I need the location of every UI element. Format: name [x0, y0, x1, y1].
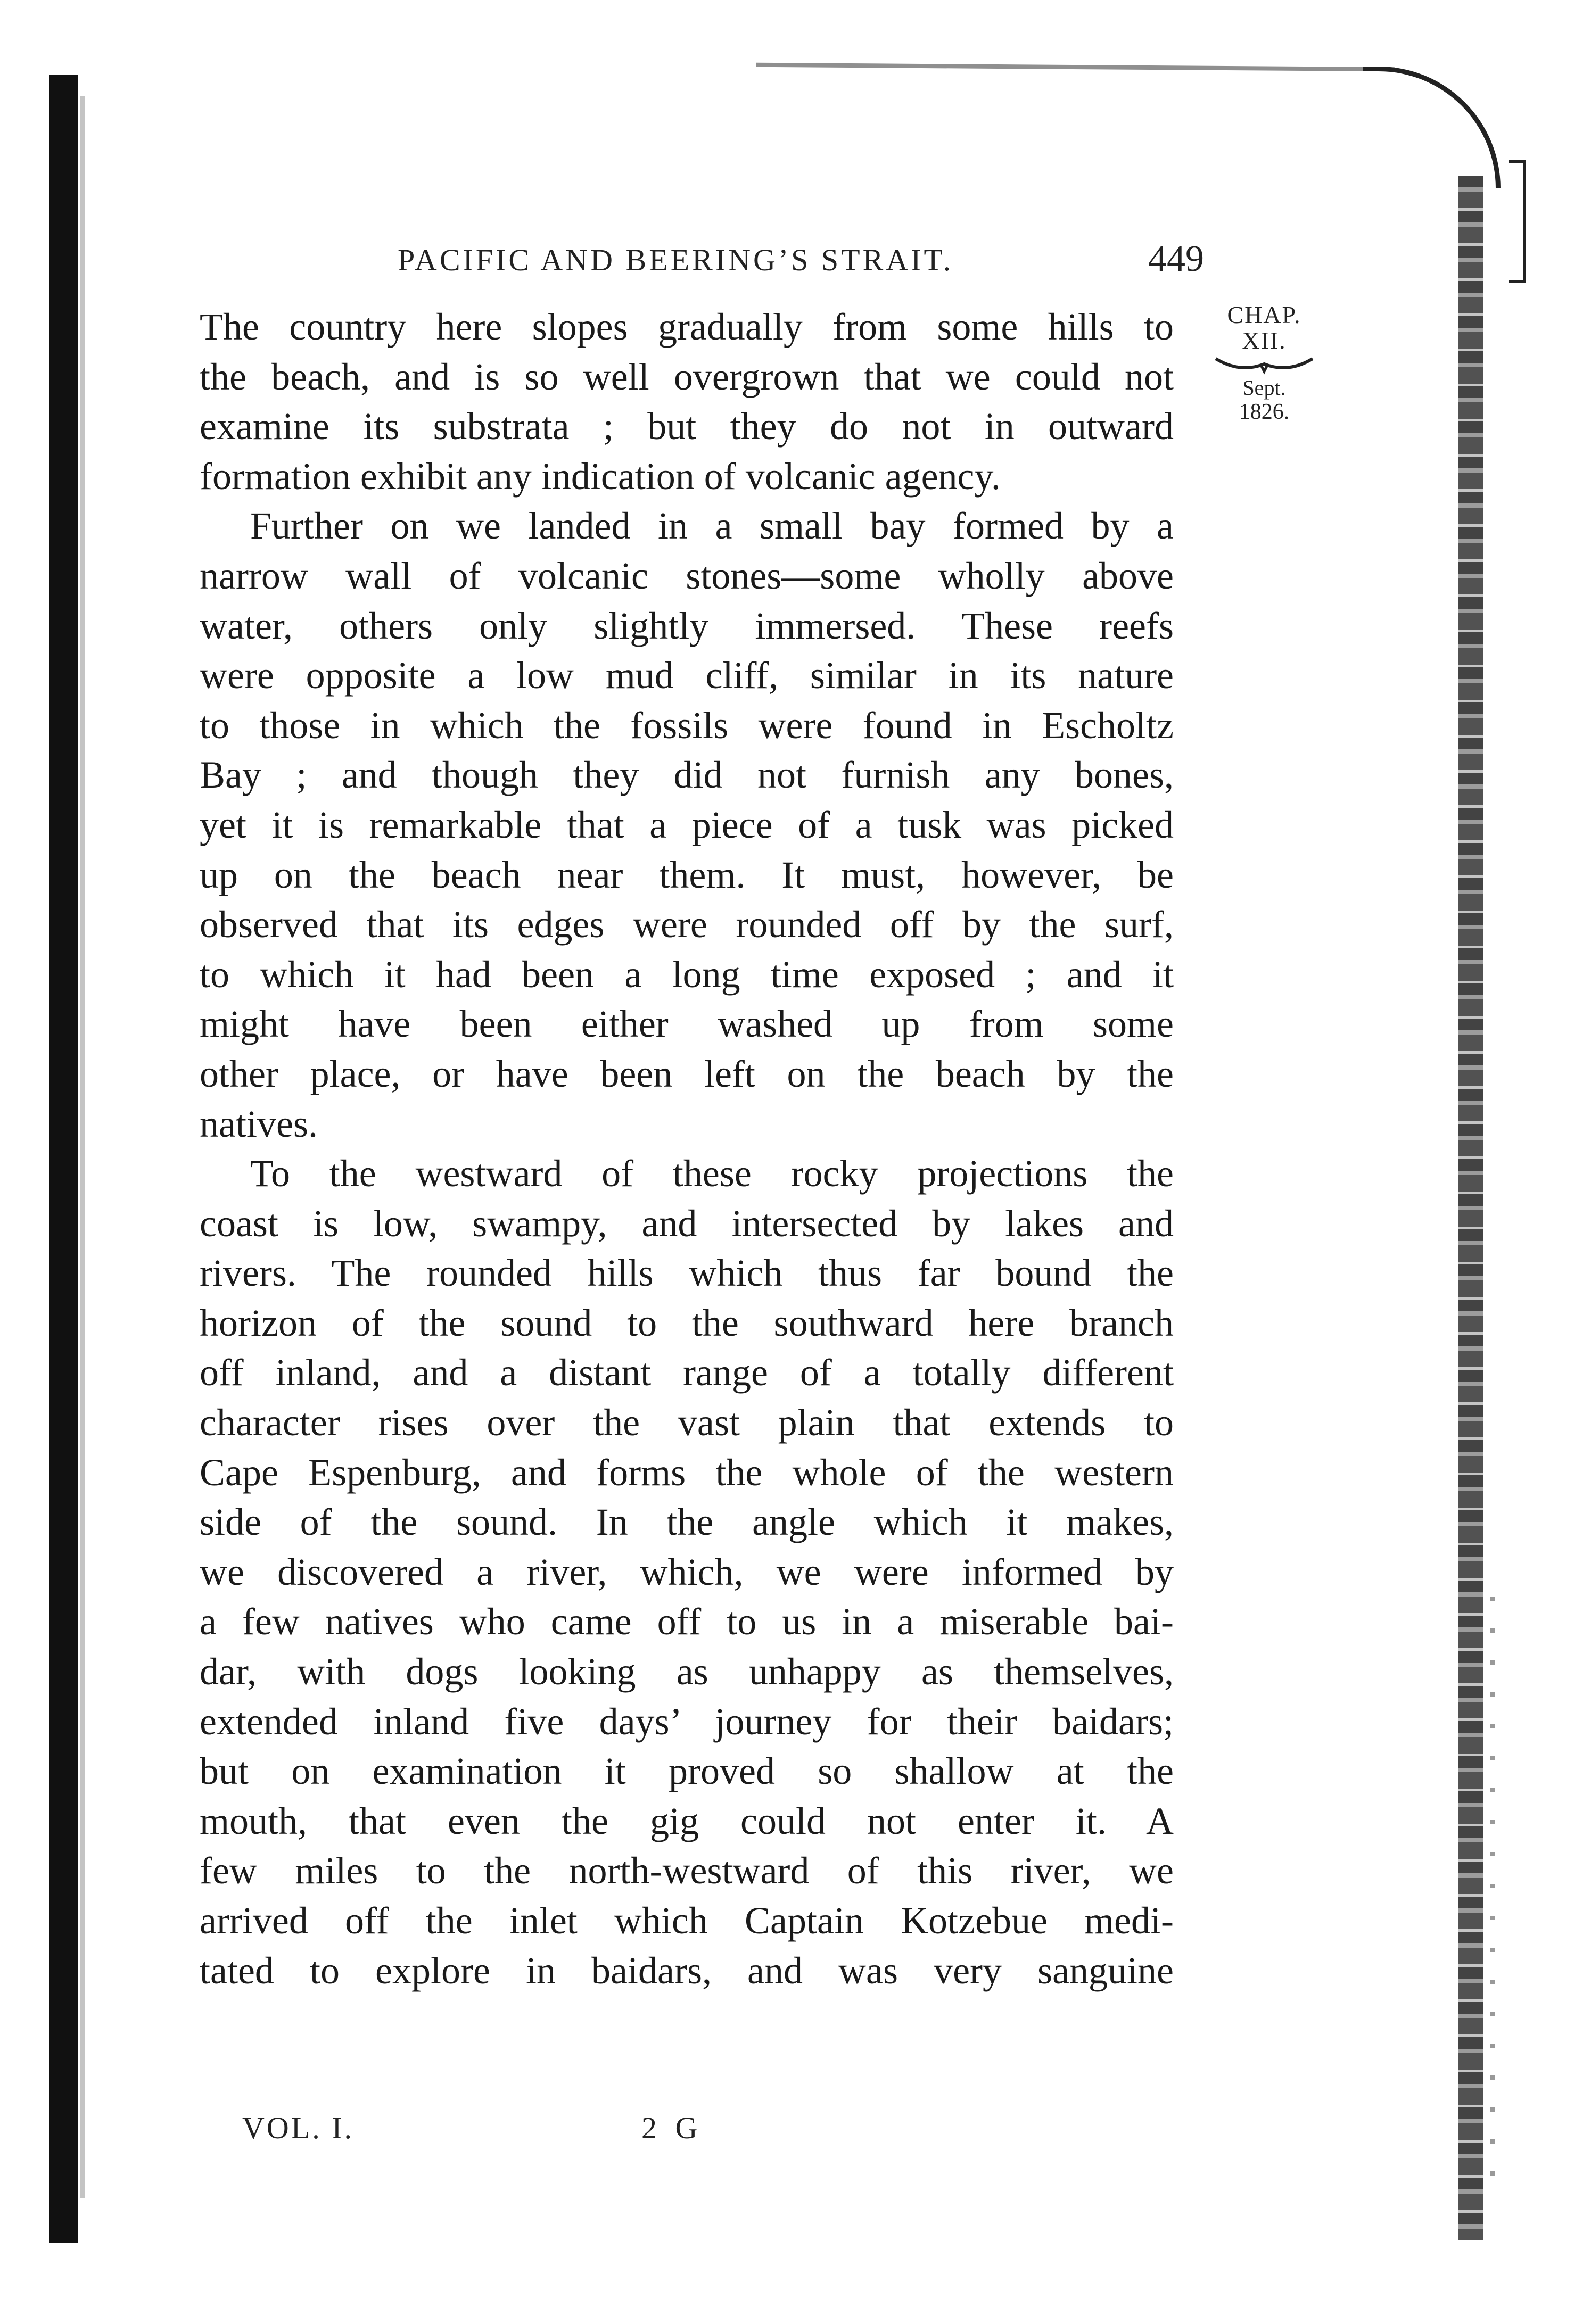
text-line: formation exhibit any indication of volcanic agency.	[200, 454, 1001, 498]
text-line: yet it is remarkable that a piece of a tusk was picked	[200, 803, 1174, 846]
text-line: other place, or have been left on the beach by the	[200, 1052, 1174, 1095]
page-right-edge	[1458, 176, 1483, 2240]
text-line: Further on we landed in a small bay formed by a	[250, 505, 1174, 548]
margin-note	[1214, 302, 1315, 424]
page-corner-curl	[1363, 67, 1501, 188]
page-edge-specks	[1490, 1597, 1495, 2182]
running-head	[198, 238, 1204, 280]
brace-ornament-icon	[1214, 354, 1315, 376]
text-line: mouth, that even the gig could not enter it. A	[200, 1799, 1174, 1842]
text-line: we discovered a river, which, we were informed by	[200, 1550, 1174, 1593]
text-line: water, others only slightly immersed. These reefs	[200, 604, 1174, 647]
text-line: might have been either washed up from some	[200, 1003, 1174, 1046]
text-line: observed that its edges were rounded off by the surf,	[200, 903, 1174, 946]
text-line: Cape Espenburg, and forms the whole of the western	[200, 1451, 1174, 1494]
text-line: The country here slopes gradually from some hills to	[200, 305, 1174, 348]
text-line: dar, with dogs looking as unhappy as themselves,	[200, 1650, 1174, 1693]
text-line: up on the beach near them. It must, however, be	[200, 853, 1174, 896]
page-top-edge	[756, 63, 1395, 71]
page-footer	[0, 2111, 1591, 2320]
text-line: to those in which the fossils were found in Escholtz	[200, 704, 1174, 747]
signature-mark: 2 G	[641, 2111, 703, 2145]
text-line: character rises over the vast plain that extends to	[200, 1401, 1174, 1444]
margin-chapter-label: CHAP.	[1227, 301, 1301, 328]
text-line: Bay ; and though they did not furnish any bones,	[200, 754, 1174, 797]
text-line: side of the sound. In the angle which it makes,	[200, 1501, 1174, 1544]
text-line: to which it had been a long time exposed ; and it	[200, 953, 1174, 996]
volume-label: VOL. I.	[242, 2111, 355, 2145]
binding-shadow	[49, 75, 78, 2243]
text-line: but on examination it proved so shallow at the	[200, 1750, 1174, 1793]
page-edge-tab	[1509, 160, 1526, 283]
text-line: extended inland five days’ journey for their baidars;	[200, 1700, 1174, 1743]
text-line: the beach, and is so well overgrown that we could not	[200, 355, 1174, 398]
text-line: natives.	[200, 1102, 318, 1145]
text-line: To the westward of these rocky projections the	[250, 1152, 1174, 1195]
text-line: a few natives who came off to us in a miserable bai-	[200, 1600, 1174, 1643]
running-head-title: PACIFIC AND BEERING’S STRAIT.	[398, 243, 954, 277]
text-line: examine its substrata ; but they do not in outward	[200, 405, 1174, 448]
text-line: tated to explore in baidars, and was very sanguine	[200, 1949, 1174, 1992]
margin-chapter-number: XII.	[1242, 327, 1287, 354]
margin-year: 1826.	[1239, 400, 1290, 424]
binding-shadow-inner	[80, 96, 85, 2198]
page-number: 449	[1148, 238, 1204, 279]
text-line: coast is low, swampy, and intersected by lakes and	[200, 1202, 1174, 1245]
margin-month: Sept.	[1242, 376, 1286, 400]
text-line: arrived off the inlet which Captain Kotzebue medi-	[200, 1899, 1174, 1942]
text-line: narrow wall of volcanic stones—some wholly above	[200, 554, 1174, 597]
text-line: rivers. The rounded hills which thus far bound the	[200, 1252, 1174, 1295]
text-line: few miles to the north-westward of this river, we	[200, 1849, 1174, 1892]
text-line: off inland, and a distant range of a totally different	[200, 1351, 1174, 1394]
body-text	[200, 302, 1174, 1996]
text-line: horizon of the sound to the southward here branch	[200, 1301, 1174, 1344]
text-line: were opposite a low mud cliff, similar in its nature	[200, 654, 1174, 697]
